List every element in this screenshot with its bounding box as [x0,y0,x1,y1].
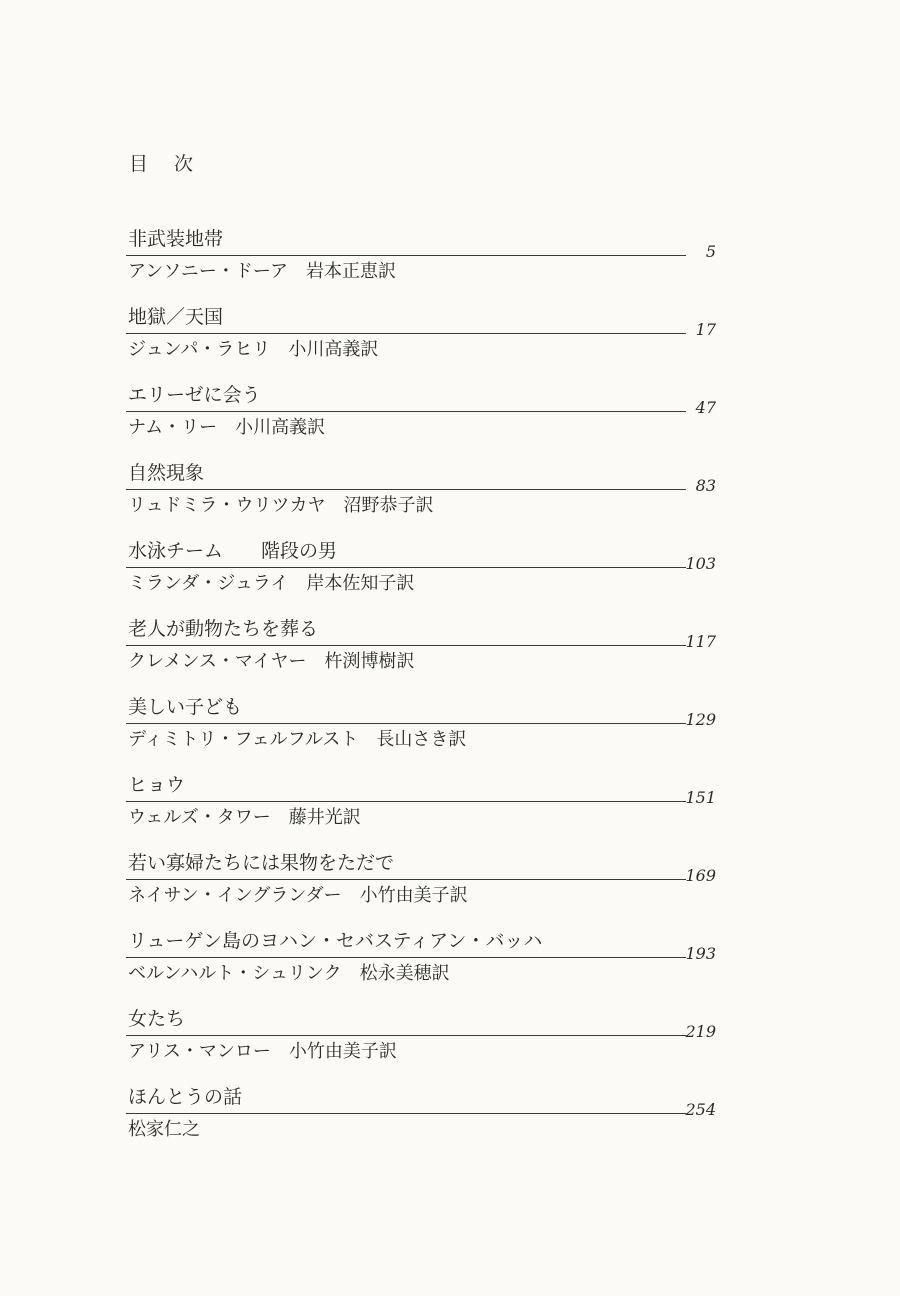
entry-page-number: 47 [695,398,716,417]
toc-entry [126,304,726,382]
entry-title: 女たち [128,1008,186,1030]
entry-author-translator: ベルンハルト・シュリンク 松永美穂訳 [128,963,450,984]
entry-page-number: 5 [705,242,716,261]
entry-page-number: 129 [685,710,716,729]
entry-title: 非武装地帯 [128,228,224,250]
entry-rule [126,255,686,256]
entry-author-translator: ネイサン・イングランダー 小竹由美子訳 [128,885,468,906]
entry-rule [126,489,686,490]
entry-rule [126,1113,686,1114]
entry-author-translator: ウェルズ・タワー 藤井光訳 [128,807,361,828]
entry-author-translator: ミランダ・ジュライ 岸本佐知子訳 [128,573,415,594]
entry-page-number: 117 [685,632,716,651]
entry-title: エリーゼに会う [128,384,261,406]
entry-title: 老人が動物たちを葬る [128,618,319,640]
entry-author-translator: クレメンス・マイヤー 杵渕博樹訳 [128,651,415,672]
entry-rule [126,801,686,802]
toc-heading: 目 次 [129,153,204,175]
entry-author-translator: リュドミラ・ウリツカヤ 沼野恭子訳 [128,495,434,516]
toc-list [126,226,726,1162]
toc-entry [126,382,726,460]
toc-entry [126,694,726,772]
entry-author-translator: ナム・リー 小川高義訳 [128,417,326,438]
entry-rule [126,645,686,646]
toc-entry [126,1084,726,1162]
entry-rule [126,333,686,334]
toc-entry [126,1006,726,1084]
entry-author-translator: アリス・マンロー 小竹由美子訳 [128,1041,397,1062]
entry-title: 地獄／天国 [128,306,224,328]
entry-author-translator: ジュンパ・ラヒリ 小川高義訳 [128,339,379,360]
entry-page-number: 193 [685,944,716,963]
toc-entry [126,460,726,538]
entry-title: ほんとうの話 [128,1086,243,1108]
entry-rule [126,1035,686,1036]
toc-entry [126,928,726,1006]
entry-page-number: 17 [695,320,716,339]
entry-page-number: 169 [685,866,716,885]
entry-rule [126,957,686,958]
entry-author-translator: 松家仁之 [128,1119,200,1140]
entry-rule [126,411,686,412]
toc-entry [126,772,726,850]
toc-entry [126,538,726,616]
entry-page-number: 219 [685,1022,716,1041]
entry-page-number: 151 [685,788,716,807]
toc-entry [126,850,726,928]
entry-title: ヒョウ [128,774,186,796]
entry-title: 美しい子ども [128,696,243,718]
entry-page-number: 254 [685,1100,716,1119]
entry-rule [126,723,686,724]
entry-page-number: 83 [695,476,716,495]
entry-title: 若い寡婦たちには果物をただで [128,852,395,874]
entry-title: 自然現象 [128,462,205,484]
entry-author-translator: ディミトリ・フェルフルスト 長山さき訳 [128,729,467,750]
entry-title: 水泳チーム 階段の男 [128,540,338,562]
entry-rule [126,879,686,880]
entry-page-number: 103 [685,554,716,573]
toc-entry [126,616,726,694]
entry-rule [126,567,686,568]
entry-author-translator: アンソニー・ドーア 岩本正恵訳 [128,261,397,282]
toc-entry [126,226,726,304]
entry-title: リューゲン島のヨハン・セバスティアン・バッハ [128,930,543,952]
